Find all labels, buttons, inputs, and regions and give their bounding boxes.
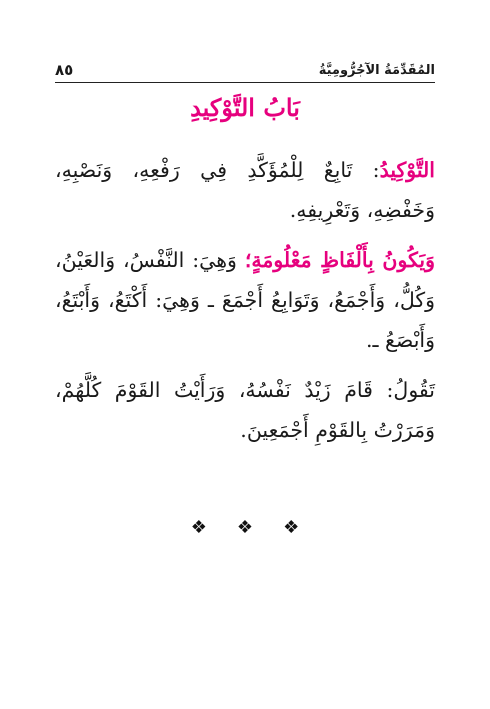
paragraph-words xyxy=(55,240,435,360)
page-header xyxy=(55,58,435,83)
term-highlight: التَّوْكِيدُ xyxy=(379,158,435,182)
term-highlight: وَيَكُونُ بِأَلْفَاظٍ مَعْلُومَةٍ؛ xyxy=(244,248,435,272)
chapter-title: بَابُ التَّوْكِيدِ xyxy=(190,93,300,122)
ornament-row xyxy=(0,517,490,538)
body-text xyxy=(55,150,435,460)
paragraph-definition xyxy=(55,150,435,230)
diamond-ornament-icon: ❖ xyxy=(283,517,300,538)
paragraph-examples xyxy=(55,370,435,450)
diamond-ornament-icon: ❖ xyxy=(190,517,207,538)
paragraph-text: : تَابِعٌ لِلْمُؤَكَّدِ فِي رَفْعِهِ، وَنَصْبِهِ، وَخَفْضِهِ، وَتَعْرِيفِهِ. xyxy=(55,158,435,222)
paragraph-text: تَقُولُ: قَامَ زَيْدٌ نَفْسُهُ، وَرَأَيْتُ القَوْمَ كُلَّهُمْ، وَمَرَرْتُ بِالقَوْمِ أَجْمَعِينَ. xyxy=(55,378,435,442)
paragraph-text: وَهِيَ: النَّفْسُ، وَالعَيْنُ، وَكُلُّ، وَأَجْمَعُ، وَتَوَابِعُ أَجْمَعَ ـ وَهِيَ: أَكْتَعُ، وَأَبْتَعُ، وَأَبْصَعُ ـ. xyxy=(55,248,435,352)
page-number: ٨٥ xyxy=(55,61,74,79)
running-head: المُقَدِّمَةُ الآجُرُّومِيَّةُ xyxy=(318,62,435,78)
diamond-ornament-icon: ❖ xyxy=(236,517,254,538)
